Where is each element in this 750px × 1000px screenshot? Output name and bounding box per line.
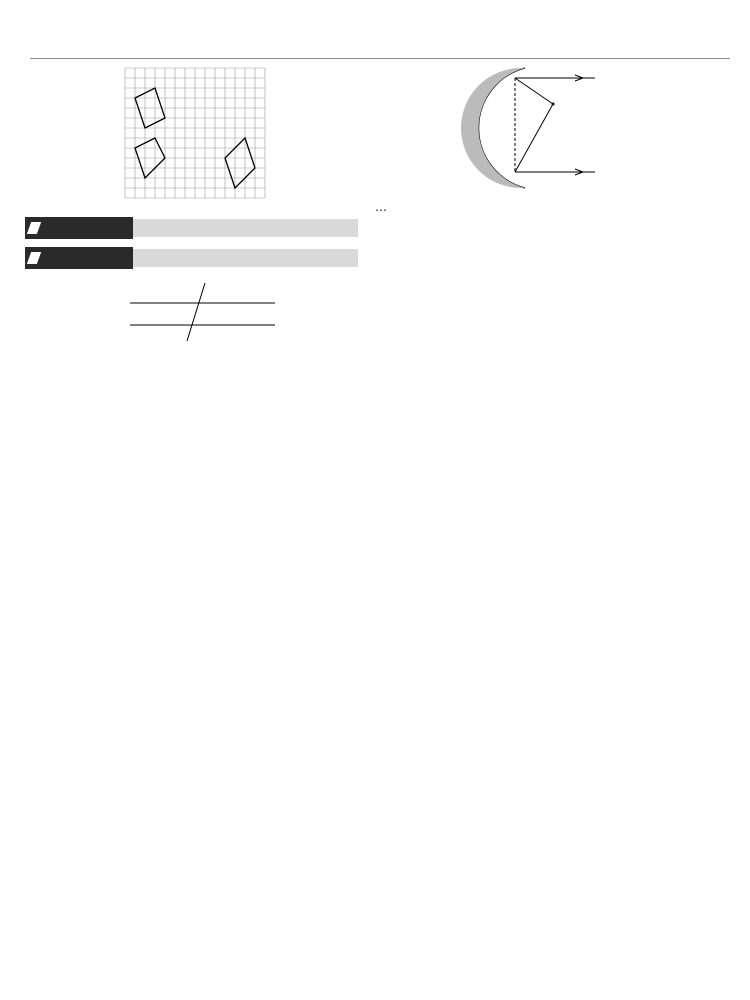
banner-core [25,247,363,269]
banner-core-label [25,247,133,269]
banner-five-year [25,217,363,239]
point-O [552,103,555,106]
header-rule [30,58,730,59]
parallel-figure-1 [25,281,363,343]
banner-five-year-label [25,217,133,239]
right-column: … [375,64,720,216]
left-column [25,64,363,348]
mirror-figure [375,64,720,194]
grid-figure [25,64,363,204]
quad-double-prime [225,138,255,188]
page-header [0,0,750,60]
banner-five-year-slogan [133,219,358,237]
banner-core-slogan [133,249,358,267]
